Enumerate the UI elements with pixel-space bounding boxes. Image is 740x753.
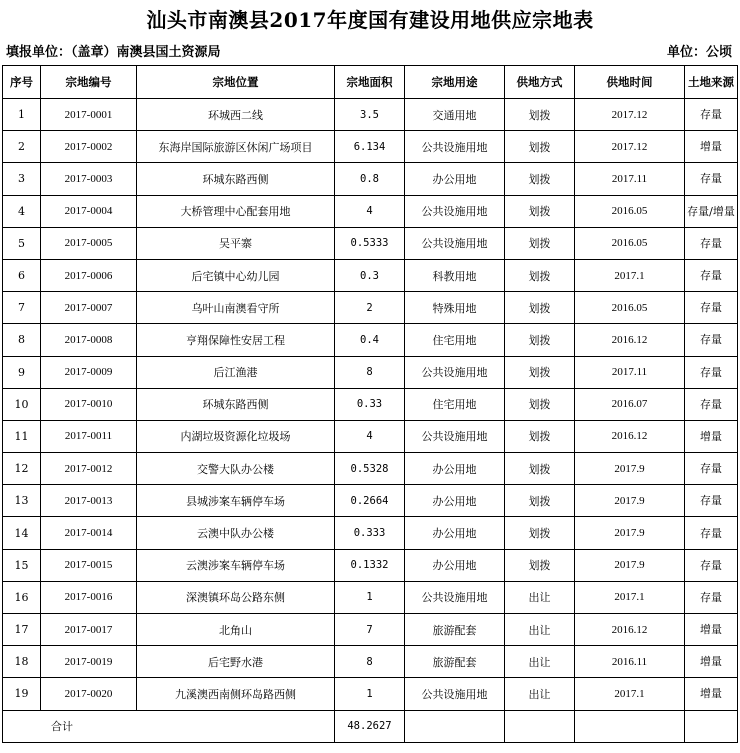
cell-method: 划拨	[505, 99, 575, 131]
cell-seq: 11	[3, 420, 41, 452]
cell-seq: 10	[3, 388, 41, 420]
header-code: 宗地编号	[41, 66, 137, 99]
cell-use: 办公用地	[405, 453, 505, 485]
cell-use: 住宅用地	[405, 388, 505, 420]
cell-use: 办公用地	[405, 549, 505, 581]
cell-area: 0.4	[335, 324, 405, 356]
cell-use: 特殊用地	[405, 292, 505, 324]
cell-area: 2	[335, 292, 405, 324]
header-source: 土地来源	[685, 66, 738, 99]
cell-area: 0.5333	[335, 227, 405, 259]
cell-location: 后宅镇中心幼儿园	[137, 259, 335, 291]
cell-source: 存量	[685, 581, 738, 613]
cell-source: 增量	[685, 614, 738, 646]
cell-method: 出让	[505, 581, 575, 613]
table-row	[3, 131, 738, 163]
cell-time: 2017.12	[575, 99, 685, 131]
cell-area: 0.33	[335, 388, 405, 420]
cell-use: 科教用地	[405, 259, 505, 291]
cell-method: 划拨	[505, 131, 575, 163]
table-row	[3, 163, 738, 195]
total-row	[3, 710, 738, 742]
cell-method: 划拨	[505, 163, 575, 195]
cell-seq: 17	[3, 614, 41, 646]
cell-area: 0.8	[335, 163, 405, 195]
cell-method: 划拨	[505, 388, 575, 420]
total-empty-cell	[575, 710, 685, 742]
table-row	[3, 292, 738, 324]
cell-time: 2017.1	[575, 678, 685, 710]
cell-method: 划拨	[505, 549, 575, 581]
cell-time: 2017.11	[575, 163, 685, 195]
total-label: 合计	[3, 710, 335, 742]
cell-code: 2017-0002	[41, 131, 137, 163]
cell-source: 存量	[685, 324, 738, 356]
table-row	[3, 324, 738, 356]
header-method: 供地方式	[505, 66, 575, 99]
cell-time: 2016.12	[575, 420, 685, 452]
cell-method: 划拨	[505, 356, 575, 388]
cell-seq: 6	[3, 259, 41, 291]
cell-location: 内湖垃圾资源化垃圾场	[137, 420, 335, 452]
cell-code: 2017-0010	[41, 388, 137, 420]
cell-location: 九溪澳西南侧环岛路西侧	[137, 678, 335, 710]
cell-source: 存量	[685, 549, 738, 581]
cell-use: 办公用地	[405, 517, 505, 549]
cell-time: 2017.12	[575, 131, 685, 163]
cell-seq: 8	[3, 324, 41, 356]
total-area: 48.2627	[335, 710, 405, 742]
cell-time: 2017.9	[575, 453, 685, 485]
cell-use: 办公用地	[405, 163, 505, 195]
cell-location: 环城西二线	[137, 99, 335, 131]
cell-seq: 9	[3, 356, 41, 388]
cell-time: 2016.12	[575, 614, 685, 646]
cell-code: 2017-0007	[41, 292, 137, 324]
cell-time: 2016.12	[575, 324, 685, 356]
table-row	[3, 356, 738, 388]
cell-source: 存量	[685, 227, 738, 259]
cell-source: 存量	[685, 259, 738, 291]
cell-location: 亨翔保障性安居工程	[137, 324, 335, 356]
cell-method: 划拨	[505, 259, 575, 291]
cell-area: 0.1332	[335, 549, 405, 581]
total-empty-cell	[505, 710, 575, 742]
table-row	[3, 388, 738, 420]
table-header-row	[3, 66, 738, 99]
cell-method: 划拨	[505, 453, 575, 485]
table-row	[3, 581, 738, 613]
cell-source: 存量	[685, 356, 738, 388]
cell-area: 3.5	[335, 99, 405, 131]
cell-code: 2017-0011	[41, 420, 137, 452]
table-row	[3, 485, 738, 517]
cell-use: 公共设施用地	[405, 678, 505, 710]
cell-method: 划拨	[505, 292, 575, 324]
cell-code: 2017-0012	[41, 453, 137, 485]
cell-time: 2017.11	[575, 356, 685, 388]
cell-method: 出让	[505, 678, 575, 710]
header-location: 宗地位置	[137, 66, 335, 99]
cell-location: 环城东路西侧	[137, 388, 335, 420]
cell-location: 乌叶山南澳看守所	[137, 292, 335, 324]
cell-time: 2016.05	[575, 292, 685, 324]
cell-source: 增量	[685, 678, 738, 710]
cell-seq: 3	[3, 163, 41, 195]
cell-code: 2017-0015	[41, 549, 137, 581]
cell-seq: 19	[3, 678, 41, 710]
cell-code: 2017-0006	[41, 259, 137, 291]
header-time: 供地时间	[575, 66, 685, 99]
header-use: 宗地用途	[405, 66, 505, 99]
table-row	[3, 678, 738, 710]
table-row	[3, 99, 738, 131]
cell-location: 东海岸国际旅游区休闲广场项目	[137, 131, 335, 163]
cell-area: 8	[335, 356, 405, 388]
header-area: 宗地面积	[335, 66, 405, 99]
cell-seq: 2	[3, 131, 41, 163]
cell-area: 7	[335, 614, 405, 646]
cell-location: 环城东路西侧	[137, 163, 335, 195]
cell-code: 2017-0001	[41, 99, 137, 131]
cell-time: 2016.05	[575, 195, 685, 227]
cell-time: 2017.9	[575, 485, 685, 517]
page-title: 汕头市南澳县2017年度国有建设用地供应宗地表	[146, 8, 594, 32]
cell-use: 住宅用地	[405, 324, 505, 356]
cell-use: 交通用地	[405, 99, 505, 131]
cell-method: 划拨	[505, 517, 575, 549]
cell-use: 公共设施用地	[405, 195, 505, 227]
cell-location: 交警大队办公楼	[137, 453, 335, 485]
cell-method: 出让	[505, 646, 575, 678]
cell-use: 公共设施用地	[405, 356, 505, 388]
table-row	[3, 614, 738, 646]
cell-code: 2017-0017	[41, 614, 137, 646]
cell-source: 增量	[685, 420, 738, 452]
table-row	[3, 549, 738, 581]
cell-time: 2017.9	[575, 549, 685, 581]
cell-method: 划拨	[505, 485, 575, 517]
table-row	[3, 453, 738, 485]
cell-time: 2016.07	[575, 388, 685, 420]
cell-code: 2017-0016	[41, 581, 137, 613]
total-empty-cell	[685, 710, 738, 742]
cell-method: 划拨	[505, 227, 575, 259]
cell-time: 2017.1	[575, 581, 685, 613]
cell-area: 0.2664	[335, 485, 405, 517]
cell-location: 北角山	[137, 614, 335, 646]
cell-area: 0.5328	[335, 453, 405, 485]
cell-location: 县城涉案车辆停车场	[137, 485, 335, 517]
cell-code: 2017-0014	[41, 517, 137, 549]
reporting-unit: 填报单位：（盖章）南澳县国土资源局	[6, 45, 221, 60]
cell-source: 存量	[685, 292, 738, 324]
cell-method: 出让	[505, 614, 575, 646]
cell-source: 增量	[685, 131, 738, 163]
cell-use: 办公用地	[405, 485, 505, 517]
cell-time: 2017.1	[575, 259, 685, 291]
cell-code: 2017-0008	[41, 324, 137, 356]
land-supply-table	[2, 65, 738, 743]
cell-area: 8	[335, 646, 405, 678]
cell-time: 2016.11	[575, 646, 685, 678]
cell-area: 0.3	[335, 259, 405, 291]
cell-seq: 4	[3, 195, 41, 227]
cell-area: 1	[335, 678, 405, 710]
cell-location: 后江渔港	[137, 356, 335, 388]
cell-code: 2017-0013	[41, 485, 137, 517]
cell-code: 2017-0009	[41, 356, 137, 388]
cell-seq: 12	[3, 453, 41, 485]
cell-use: 公共设施用地	[405, 420, 505, 452]
cell-seq: 14	[3, 517, 41, 549]
cell-source: 存量	[685, 163, 738, 195]
cell-seq: 13	[3, 485, 41, 517]
cell-area: 4	[335, 195, 405, 227]
cell-code: 2017-0020	[41, 678, 137, 710]
cell-method: 划拨	[505, 324, 575, 356]
cell-seq: 7	[3, 292, 41, 324]
table-row	[3, 420, 738, 452]
table-row	[3, 517, 738, 549]
cell-area: 6.134	[335, 131, 405, 163]
cell-code: 2017-0003	[41, 163, 137, 195]
cell-source: 存量	[685, 99, 738, 131]
cell-location: 云澳中队办公楼	[137, 517, 335, 549]
cell-use: 公共设施用地	[405, 581, 505, 613]
cell-source: 存量	[685, 485, 738, 517]
cell-method: 划拨	[505, 420, 575, 452]
cell-source: 存量	[685, 517, 738, 549]
cell-source: 存量	[685, 388, 738, 420]
cell-seq: 18	[3, 646, 41, 678]
cell-method: 划拨	[505, 195, 575, 227]
table-row	[3, 227, 738, 259]
measurement-unit: 单位：公顷	[666, 45, 732, 60]
cell-code: 2017-0019	[41, 646, 137, 678]
cell-seq: 1	[3, 99, 41, 131]
cell-area: 4	[335, 420, 405, 452]
cell-location: 后宅野水港	[137, 646, 335, 678]
cell-seq: 16	[3, 581, 41, 613]
table-row	[3, 195, 738, 227]
cell-time: 2017.9	[575, 517, 685, 549]
cell-location: 大桥管理中心配套用地	[137, 195, 335, 227]
cell-use: 公共设施用地	[405, 227, 505, 259]
cell-use: 旅游配套	[405, 614, 505, 646]
cell-code: 2017-0005	[41, 227, 137, 259]
header-seq: 序号	[3, 66, 41, 99]
cell-source: 增量	[685, 646, 738, 678]
cell-seq: 15	[3, 549, 41, 581]
cell-location: 云澳涉案车辆停车场	[137, 549, 335, 581]
cell-time: 2016.05	[575, 227, 685, 259]
cell-location: 深澳镇环岛公路东侧	[137, 581, 335, 613]
cell-source: 存量/增量	[685, 195, 738, 227]
total-empty-cell	[405, 710, 505, 742]
cell-area: 0.333	[335, 517, 405, 549]
table-row	[3, 259, 738, 291]
cell-seq: 5	[3, 227, 41, 259]
cell-use: 旅游配套	[405, 646, 505, 678]
cell-code: 2017-0004	[41, 195, 137, 227]
table-row	[3, 646, 738, 678]
cell-location: 吴平寨	[137, 227, 335, 259]
cell-use: 公共设施用地	[405, 131, 505, 163]
cell-area: 1	[335, 581, 405, 613]
cell-source: 存量	[685, 453, 738, 485]
